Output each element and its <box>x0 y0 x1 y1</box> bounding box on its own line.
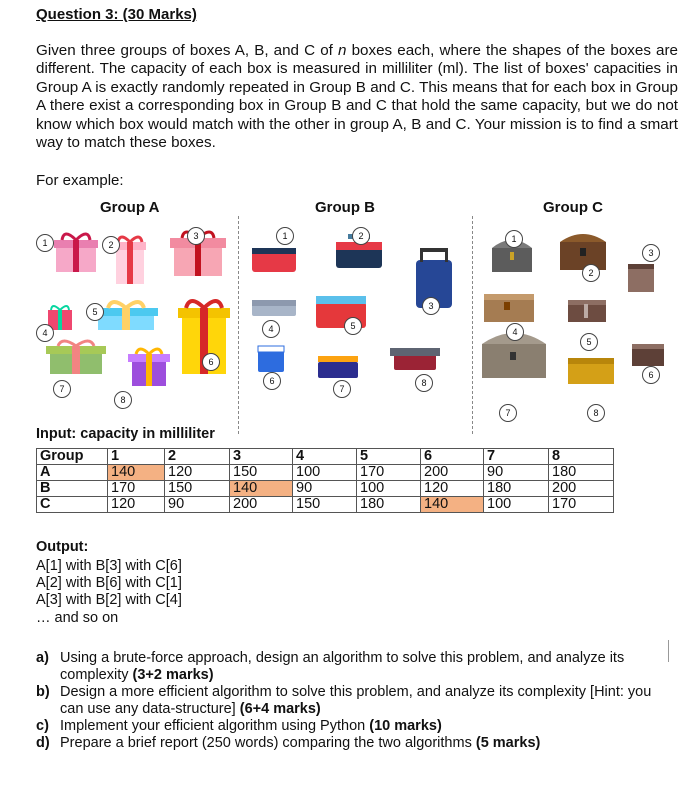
output-line: A[1] with B[3] with C[6] <box>36 558 182 574</box>
header-cell: 8 <box>549 449 614 465</box>
task-list <box>36 650 668 752</box>
cooler-box-icon <box>318 356 358 378</box>
task-letter: b) <box>36 684 50 700</box>
box-number: 8 <box>587 404 605 422</box>
group-cell: A <box>37 465 108 481</box>
header-cell: 3 <box>230 449 293 465</box>
table-header-row <box>37 449 614 465</box>
task-text: Implement your efficient algorithm using Python <box>60 718 370 734</box>
gift-box-icon <box>128 349 170 386</box>
capacity-cell: 100 <box>357 481 421 497</box>
capacity-cell: 100 <box>293 465 357 481</box>
box-number: 2 <box>582 264 600 282</box>
chest-icon <box>568 358 614 384</box>
header-cell: 1 <box>108 449 165 465</box>
box-number: 4 <box>506 323 524 341</box>
task-text: Prepare a brief report (250 words) comparing the two algorithms <box>60 735 476 751</box>
capacity-cell: 200 <box>230 497 293 513</box>
cooler-box-icon <box>390 348 440 370</box>
group-cell: B <box>37 481 108 497</box>
capacity-cell: 120 <box>108 497 165 513</box>
capacity-cell-highlighted: 140 <box>108 465 165 481</box>
capacity-table <box>36 448 614 513</box>
capacity-cell: 170 <box>357 465 421 481</box>
task-item <box>36 684 668 718</box>
capacity-cell-highlighted: 140 <box>421 497 484 513</box>
box-number: 2 <box>352 227 370 245</box>
box-number: 4 <box>36 324 54 342</box>
cooler-box-icon <box>252 300 296 316</box>
capacity-cell: 90 <box>293 481 357 497</box>
box-number: 8 <box>114 391 132 409</box>
task-marks: (5 marks) <box>475 735 541 751</box>
header-cell: Group <box>37 449 108 465</box>
box-number: 5 <box>580 333 598 351</box>
group-divider <box>238 216 239 434</box>
group-a-title: Group A <box>100 199 160 216</box>
box-number: 3 <box>187 227 205 245</box>
capacity-cell: 200 <box>549 481 614 497</box>
capacity-cell: 100 <box>484 497 549 513</box>
capacity-cell: 180 <box>357 497 421 513</box>
output-line: A[3] with B[2] with C[4] <box>36 592 182 608</box>
cooler-box-icon <box>258 346 284 372</box>
group-a-gift-boxes <box>36 218 236 408</box>
task-letter: d) <box>36 735 50 751</box>
box-number: 3 <box>642 244 660 262</box>
capacity-cell: 200 <box>421 465 484 481</box>
header-cell: 7 <box>484 449 549 465</box>
table-row <box>37 481 614 497</box>
output-label: Output: <box>36 539 89 555</box>
box-number: 1 <box>276 227 294 245</box>
task-item <box>36 718 668 735</box>
gift-box-icon <box>54 234 98 272</box>
chest-icon <box>484 294 534 322</box>
task-text: Using a brute-force approach, design an algorithm to solve this problem, and analyze its complexity <box>60 650 625 683</box>
task-letter: a) <box>36 650 49 666</box>
box-number: 1 <box>505 230 523 248</box>
box-number: 5 <box>344 317 362 335</box>
capacity-cell: 150 <box>293 497 357 513</box>
box-number: 2 <box>102 236 120 254</box>
task-item <box>36 735 668 752</box>
chest-icon <box>560 234 606 270</box>
output-line: A[2] with B[6] with C[1] <box>36 575 182 591</box>
box-number: 7 <box>333 380 351 398</box>
box-number: 7 <box>53 380 71 398</box>
gift-box-icon <box>46 341 106 374</box>
capacity-cell: 90 <box>484 465 549 481</box>
box-number: 6 <box>202 353 220 371</box>
capacity-cell: 180 <box>484 481 549 497</box>
capacity-cell: 150 <box>230 465 293 481</box>
task-marks: (6+4 marks) <box>239 701 321 717</box>
capacity-cell: 120 <box>421 481 484 497</box>
task-text: Design a more efficient algorithm to solve this problem, and analyze its complexity [Hint: you can use any data-structure] <box>60 684 652 717</box>
box-number: 3 <box>422 297 440 315</box>
input-label: Input: capacity in milliliter <box>36 426 215 442</box>
box-number: 7 <box>499 404 517 422</box>
box-number: 8 <box>415 374 433 392</box>
task-marks: (10 marks) <box>369 718 442 734</box>
group-b-title: Group B <box>315 199 375 216</box>
box-number: 1 <box>36 234 54 252</box>
question-intro: Given three groups of boxes A, B, and C of n boxes each, where the shapes of the boxes are different. The capacity of each box is measured in milliliter (ml). The list of boxes' capacities in Group A is exactly randomly repeated in Group B and C. This means that for each box in Group A there exist a corresponding box in Group B and C that hold the same capacity, but we do not know which box would match with the other in group A, B and C. Your mission is to find a smart way to match these boxes. <box>36 42 678 152</box>
task-marks: (3+2 marks) <box>132 667 214 683</box>
chest-icon <box>628 264 654 292</box>
box-number: 6 <box>642 366 660 384</box>
cooler-box-icon <box>252 248 296 272</box>
table-row <box>37 497 614 513</box>
box-number: 6 <box>263 372 281 390</box>
capacity-cell: 90 <box>165 497 230 513</box>
header-cell: 4 <box>293 449 357 465</box>
capacity-cell: 180 <box>549 465 614 481</box>
task-item <box>36 650 668 684</box>
capacity-cell: 170 <box>549 497 614 513</box>
capacity-cell: 150 <box>165 481 230 497</box>
header-cell: 2 <box>165 449 230 465</box>
header-cell: 5 <box>357 449 421 465</box>
capacity-cell: 120 <box>165 465 230 481</box>
output-line: … and so on <box>36 610 119 626</box>
group-divider <box>472 216 473 434</box>
capacity-cell-highlighted: 140 <box>230 481 293 497</box>
table-row <box>37 465 614 481</box>
task-letter: c) <box>36 718 49 734</box>
example-label: For example: <box>36 172 124 189</box>
question-title: Question 3: (30 Marks) <box>36 6 197 23</box>
chest-icon <box>632 344 664 366</box>
gift-box-icon <box>94 302 158 330</box>
page-margin-mark <box>668 640 669 662</box>
header-cell: 6 <box>421 449 484 465</box>
group-cell: C <box>37 497 108 513</box>
box-number: 5 <box>86 303 104 321</box>
group-c-title: Group C <box>543 199 603 216</box>
chest-icon <box>568 300 606 322</box>
capacity-cell: 170 <box>108 481 165 497</box>
box-number: 4 <box>262 320 280 338</box>
